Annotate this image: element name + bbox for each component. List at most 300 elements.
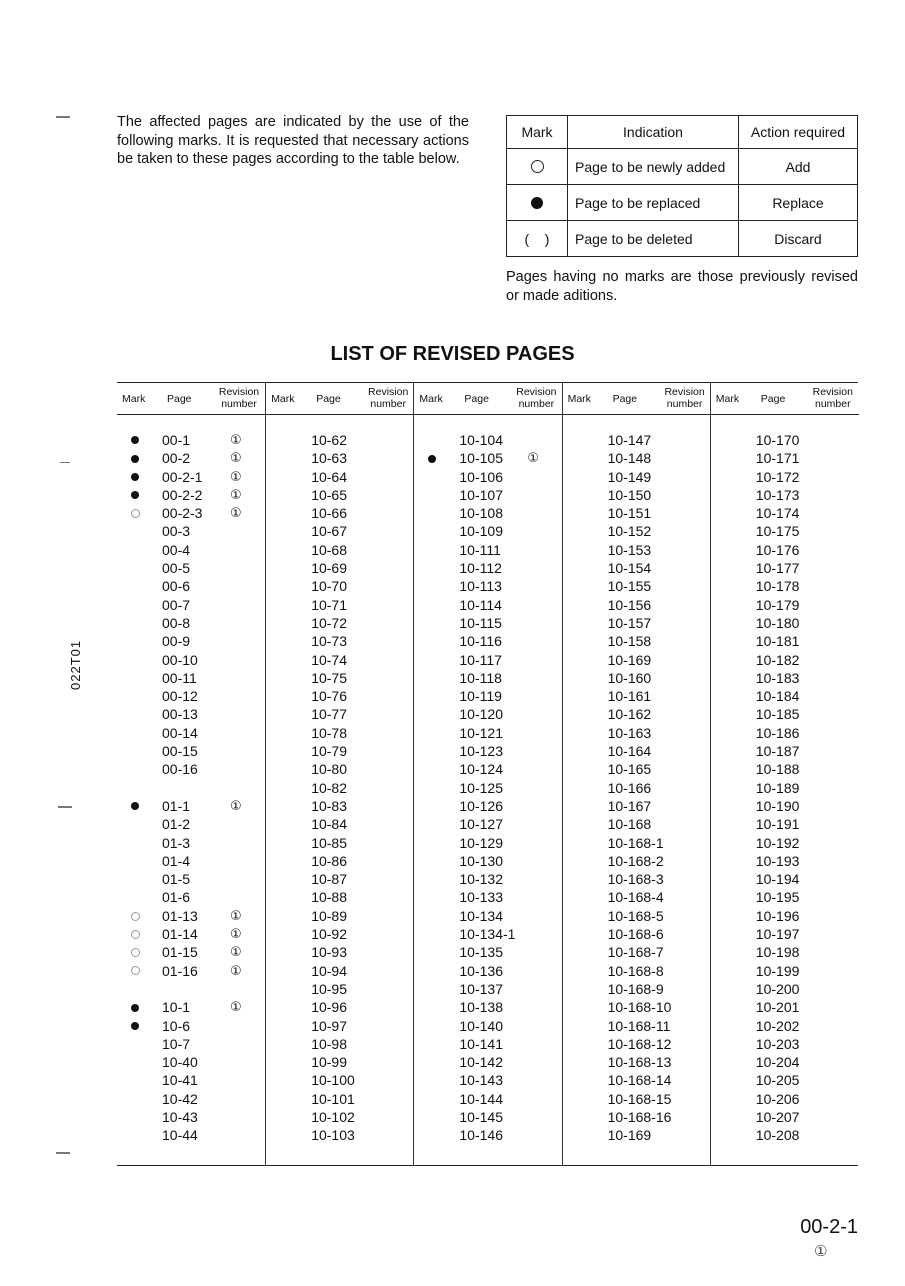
row-page: 10-106 (459, 468, 503, 485)
row-page: 01-4 (162, 852, 191, 869)
row-page: 10-68 (311, 541, 347, 558)
row-mark (131, 925, 151, 943)
row-revision: ① (230, 907, 242, 923)
table-row (266, 1090, 414, 1108)
table-row (414, 760, 562, 778)
row-page: 00-2-3 (162, 505, 203, 522)
page-revision-mark: ① (814, 1243, 828, 1260)
row-page: 10-118 (459, 669, 502, 686)
table-row (117, 541, 265, 559)
table-row (711, 1035, 859, 1053)
table-row (117, 852, 265, 870)
table-row (117, 1108, 265, 1126)
row-page: 10-100 (311, 1072, 355, 1089)
table-row (414, 888, 562, 906)
side-code-wrap (68, 639, 88, 750)
row-page: 10-168-4 (607, 889, 664, 906)
row-page: 00-6 (162, 578, 191, 595)
row-mark (131, 962, 151, 980)
row-page: 10-145 (459, 1108, 503, 1125)
row-page: 10-181 (755, 633, 800, 650)
row-page: 10-65 (311, 486, 347, 503)
row-page: 10-174 (755, 505, 800, 522)
row-page: 10-206 (755, 1090, 800, 1107)
row-page: 01-1 (162, 797, 191, 814)
table-row (414, 962, 562, 980)
row-page: 10-172 (755, 468, 800, 485)
row-page: 10-108 (459, 505, 503, 522)
header-revision: Revision number (516, 386, 557, 410)
row-page: 00-14 (162, 724, 198, 741)
table-row (117, 760, 265, 778)
table-row (563, 522, 711, 540)
legend-mark-cell (507, 185, 568, 221)
row-page: 10-84 (311, 816, 347, 833)
table-row (711, 1108, 859, 1126)
table-row (266, 760, 414, 778)
table-row (711, 1017, 859, 1035)
row-page: 10-183 (755, 669, 800, 686)
table-row (414, 577, 562, 595)
table-row (563, 962, 711, 980)
row-page: 10-83 (311, 797, 347, 814)
header-page: Page (167, 393, 192, 405)
table-row (711, 596, 859, 614)
row-page: 10-184 (755, 688, 800, 705)
row-revision: ① (230, 505, 242, 521)
legend-row-add (507, 149, 858, 185)
row-page: 10-109 (459, 523, 503, 540)
table-row (414, 980, 562, 998)
row-page: 10-113 (459, 578, 502, 595)
table-row (414, 596, 562, 614)
legend-row-discard (507, 221, 858, 257)
table-row (711, 852, 859, 870)
filled-circle-icon (131, 491, 139, 499)
table-row (563, 815, 711, 833)
row-page: 10-79 (311, 743, 347, 760)
table-header (414, 383, 562, 415)
table-row (414, 705, 562, 723)
table-row (266, 614, 414, 632)
table-row (711, 577, 859, 595)
row-page: 10-73 (311, 633, 347, 650)
row-revision: ① (230, 468, 242, 484)
table-row (266, 779, 414, 797)
table-row (563, 1035, 711, 1053)
row-page: 00-3 (162, 523, 191, 540)
table-row (266, 852, 414, 870)
table-row (711, 724, 859, 742)
row-page: 10-98 (311, 1035, 347, 1052)
row-page: 10-168-7 (607, 944, 664, 961)
table-row (266, 468, 414, 486)
filled-circle-icon (131, 1022, 139, 1030)
row-page: 10-192 (755, 834, 800, 851)
margin-mark (58, 806, 72, 808)
legend-header-row (507, 116, 858, 149)
row-page: 10-188 (755, 761, 800, 778)
row-page: 10-168-3 (607, 871, 664, 888)
table-row (563, 687, 711, 705)
row-page: 10-182 (755, 651, 800, 668)
table-row (266, 815, 414, 833)
table-row (266, 1017, 414, 1035)
row-page: 10-176 (755, 541, 800, 558)
row-page: 10-66 (311, 505, 347, 522)
table-row (711, 614, 859, 632)
table-row (266, 834, 414, 852)
table-row (563, 596, 711, 614)
row-page: 10-166 (607, 779, 652, 796)
row-page: 10-125 (459, 779, 503, 796)
row-page: 10-143 (459, 1072, 503, 1089)
row-page: 10-201 (755, 999, 800, 1016)
margin-mark (56, 1152, 70, 1154)
page-number: 00-2-1 (800, 1216, 858, 1238)
table-row (266, 1053, 414, 1071)
row-page: 10-200 (755, 980, 800, 997)
row-page: 10-151 (607, 505, 652, 522)
row-revision: ① (230, 926, 242, 942)
row-page: 10-168-14 (607, 1072, 672, 1089)
list-title: LIST OF REVISED PAGES (330, 343, 575, 365)
row-page: 10-69 (311, 560, 347, 577)
table-row (117, 504, 265, 522)
row-page: 10-116 (459, 633, 502, 650)
row-page: 10-96 (311, 999, 347, 1016)
table-row (414, 669, 562, 687)
table-row (711, 888, 859, 906)
table-row (117, 614, 265, 632)
table-row (117, 779, 265, 797)
table-column-group (710, 383, 859, 1165)
table-row (711, 1090, 859, 1108)
row-page: 10-1 (162, 999, 191, 1016)
row-page: 10-155 (607, 578, 652, 595)
no-marks-note: Pages having no marks are those previously revised or made aditions. (506, 269, 858, 304)
row-page: 10-132 (459, 871, 503, 888)
row-page: 00-9 (162, 633, 191, 650)
table-row (117, 834, 265, 852)
row-page: 10-146 (459, 1127, 503, 1144)
row-page: 10-134 (459, 907, 503, 924)
table-row (266, 907, 414, 925)
open-circle-icon (531, 160, 544, 173)
row-mark (131, 468, 151, 486)
row-page: 10-101 (311, 1090, 355, 1107)
table-column-group (117, 383, 265, 1165)
row-page: 00-15 (162, 743, 198, 760)
header-mark: Mark (715, 393, 740, 405)
open-circle-icon (131, 966, 140, 975)
row-page: 10-107 (459, 486, 503, 503)
table-column-group (413, 383, 562, 1165)
table-row (711, 1126, 859, 1144)
row-page: 10-193 (755, 852, 800, 869)
table-rows (414, 431, 562, 1145)
table-row (414, 870, 562, 888)
table-row (563, 559, 711, 577)
row-page: 10-135 (459, 944, 503, 961)
row-page: 10-168-15 (607, 1090, 672, 1107)
table-row (414, 943, 562, 961)
filled-circle-icon (131, 473, 139, 481)
filled-circle-icon (131, 455, 139, 463)
table-rows (563, 431, 711, 1145)
table-row (117, 998, 265, 1016)
open-circle-icon (131, 930, 140, 939)
table-row (414, 651, 562, 669)
table-row (266, 651, 414, 669)
table-row (266, 687, 414, 705)
legend-header-indication: Indication (568, 116, 739, 149)
table-row (563, 834, 711, 852)
table-header (117, 383, 265, 415)
row-page: 10-103 (311, 1127, 355, 1144)
row-mark (131, 998, 151, 1016)
row-page: 10-152 (607, 523, 652, 540)
row-page: 10-82 (311, 779, 347, 796)
row-page: 10-163 (607, 724, 652, 741)
row-page: 10-208 (755, 1127, 800, 1144)
table-row (711, 779, 859, 797)
table-row (117, 522, 265, 540)
header-revision: Revision number (218, 386, 260, 410)
table-row (563, 779, 711, 797)
row-mark (131, 797, 151, 815)
row-page: 10-158 (607, 633, 652, 650)
table-row (414, 468, 562, 486)
table-row (711, 760, 859, 778)
table-row (117, 1126, 265, 1144)
table-row (563, 504, 711, 522)
row-page: 10-63 (311, 450, 347, 467)
row-page: 10-120 (459, 706, 503, 723)
row-page: 10-140 (459, 1017, 503, 1034)
filled-circle-icon (131, 802, 139, 810)
table-row (563, 651, 711, 669)
row-page: 10-7 (162, 1035, 191, 1052)
row-revision: ① (230, 432, 242, 447)
open-circle-icon (131, 912, 140, 921)
table-row (266, 797, 414, 815)
legend-header-action: Action required (739, 116, 858, 149)
table-header (266, 383, 414, 415)
row-page: 10-154 (607, 560, 652, 577)
revised-pages-table (117, 382, 858, 1166)
table-row (266, 962, 414, 980)
row-page: 01-3 (162, 834, 191, 851)
table-row (414, 687, 562, 705)
row-page: 10-168-8 (607, 962, 664, 979)
table-row (414, 925, 562, 943)
table-row (414, 632, 562, 650)
table-row (711, 998, 859, 1016)
table-row (414, 1090, 562, 1108)
legend-indication: Page to be newly added (568, 149, 739, 185)
row-page: 10-204 (755, 1054, 800, 1071)
row-page: 10-40 (162, 1054, 198, 1071)
row-page: 10-197 (755, 926, 800, 943)
row-page: 10-133 (459, 889, 503, 906)
row-page: 10-70 (311, 578, 347, 595)
row-page: 10-168-2 (607, 852, 664, 869)
table-row (117, 888, 265, 906)
row-page: 10-207 (755, 1108, 800, 1125)
table-row (414, 1017, 562, 1035)
table-header (563, 383, 711, 415)
table-rows (711, 431, 859, 1145)
margin-mark (60, 462, 70, 463)
table-row (563, 724, 711, 742)
table-row (266, 943, 414, 961)
row-page: 10-148 (607, 450, 652, 467)
table-row (117, 1071, 265, 1089)
table-row (563, 669, 711, 687)
row-page: 00-12 (162, 688, 198, 705)
row-mark (131, 1017, 151, 1035)
row-page: 10-169 (607, 651, 652, 668)
open-circle-icon (131, 509, 140, 518)
row-page: 10-194 (755, 871, 800, 888)
marks-legend-table (506, 115, 858, 257)
table-row (563, 907, 711, 925)
table-row (711, 1053, 859, 1071)
row-page: 00-13 (162, 706, 198, 723)
table-row (563, 541, 711, 559)
table-row (266, 1126, 414, 1144)
header-revision: Revision number (812, 386, 853, 410)
table-row (266, 541, 414, 559)
table-row (117, 797, 265, 815)
row-page: 00-2-2 (162, 486, 203, 503)
row-page: 10-89 (311, 907, 347, 924)
legend-action: Replace (739, 185, 858, 221)
table-row (711, 522, 859, 540)
table-row (711, 1071, 859, 1089)
row-page: 10-169 (607, 1127, 652, 1144)
row-page: 00-11 (162, 669, 197, 686)
row-mark (131, 486, 151, 504)
row-page: 10-88 (311, 889, 347, 906)
row-page: 10-130 (459, 852, 503, 869)
table-row (563, 449, 711, 467)
table-row (117, 943, 265, 961)
row-page: 10-102 (311, 1108, 355, 1125)
open-circle-icon (131, 948, 140, 957)
table-row (563, 998, 711, 1016)
row-page: 10-195 (755, 889, 800, 906)
table-row (414, 1071, 562, 1089)
row-page: 10-160 (607, 669, 652, 686)
row-page: 10-127 (459, 816, 503, 833)
table-row (266, 431, 414, 449)
row-page: 10-76 (311, 688, 347, 705)
row-mark (131, 449, 151, 467)
filled-circle-icon (531, 197, 543, 209)
table-row (414, 431, 562, 449)
row-page: 10-126 (459, 797, 503, 814)
table-row (563, 1090, 711, 1108)
row-page: 10-6 (162, 1017, 191, 1034)
row-page: 10-43 (162, 1108, 198, 1125)
table-row (711, 541, 859, 559)
row-page: 10-78 (311, 724, 347, 741)
row-revision: ① (230, 999, 242, 1015)
legend-action: Add (739, 149, 858, 185)
row-page: 10-168-5 (607, 907, 664, 924)
row-page: 10-72 (311, 614, 347, 631)
row-revision: ① (230, 450, 242, 466)
row-page: 01-14 (162, 926, 198, 943)
row-page: 10-105 (459, 450, 503, 467)
table-row (711, 669, 859, 687)
row-page: 10-74 (311, 651, 347, 668)
row-mark (428, 449, 448, 467)
row-page: 10-115 (459, 614, 502, 631)
row-page: 10-165 (607, 761, 652, 778)
table-row (711, 705, 859, 723)
table-row (117, 449, 265, 467)
table-row (117, 559, 265, 577)
row-page: 10-41 (162, 1072, 198, 1089)
table-row (414, 1126, 562, 1144)
row-page: 10-185 (755, 706, 800, 723)
row-revision: ① (230, 962, 242, 978)
row-page: 10-99 (311, 1054, 347, 1071)
row-page: 10-164 (607, 743, 652, 760)
table-row (266, 998, 414, 1016)
table-row (117, 687, 265, 705)
table-column-group (562, 383, 711, 1165)
table-row (117, 962, 265, 980)
header-revision: Revision number (368, 386, 409, 410)
row-page: 10-86 (311, 852, 347, 869)
row-page: 00-5 (162, 560, 191, 577)
row-page: 10-97 (311, 1017, 347, 1034)
row-page: 10-175 (755, 523, 800, 540)
table-row (711, 431, 859, 449)
table-row (711, 486, 859, 504)
filled-circle-icon (428, 455, 436, 463)
table-row (414, 834, 562, 852)
table-row (711, 907, 859, 925)
table-row (117, 980, 265, 998)
row-page: 10-129 (459, 834, 503, 851)
table-row (117, 577, 265, 595)
legend-mark-cell (507, 149, 568, 185)
table-row (414, 522, 562, 540)
table-row (266, 577, 414, 595)
table-row (117, 705, 265, 723)
row-page: 10-167 (607, 797, 652, 814)
row-page: 10-180 (755, 614, 800, 631)
row-page: 10-111 (459, 541, 501, 558)
header-page: Page (612, 393, 638, 405)
row-page: 10-168-12 (607, 1035, 672, 1052)
table-row (563, 888, 711, 906)
row-page: 10-137 (459, 980, 503, 997)
table-row (563, 760, 711, 778)
table-row (414, 1035, 562, 1053)
row-page: 10-142 (459, 1054, 503, 1071)
table-row (563, 705, 711, 723)
header-revision: Revision number (664, 386, 705, 410)
row-page: 01-2 (162, 816, 191, 833)
table-row (563, 1053, 711, 1071)
row-page: 10-199 (755, 962, 800, 979)
